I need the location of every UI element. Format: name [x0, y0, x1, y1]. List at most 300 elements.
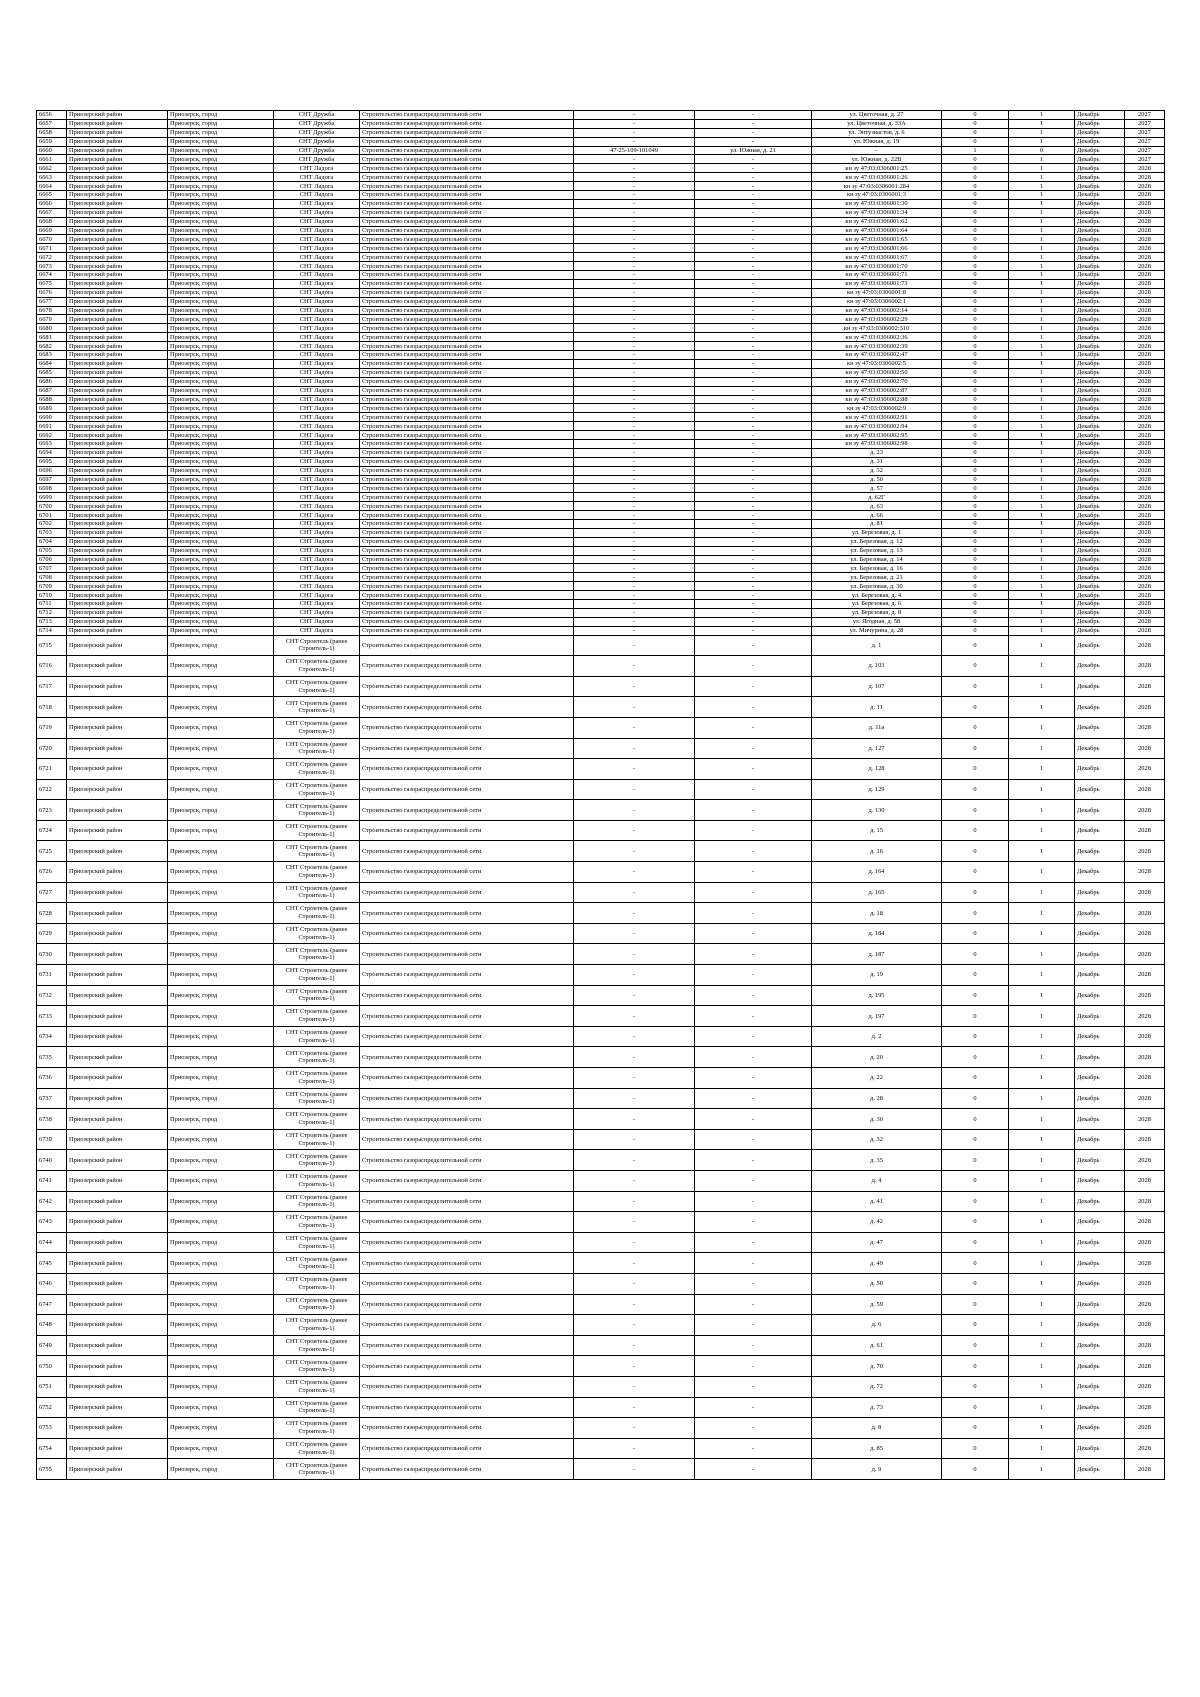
count-a-cell: 0	[942, 279, 1009, 288]
year-cell: 2028	[1125, 493, 1165, 502]
district-cell: Приозерский район	[67, 217, 168, 226]
year-cell: 2028	[1125, 1356, 1165, 1377]
month-cell: Декабрь	[1075, 395, 1125, 404]
address-cell: д. 32	[812, 1129, 942, 1150]
cadastral-address-cell: -	[695, 191, 812, 200]
cadastral-number-cell: -	[574, 617, 695, 626]
cadastral-number-cell: -	[574, 164, 695, 173]
snt-cell: СНТ Строитель (ранее Строитель-1)	[274, 1356, 360, 1377]
year-cell: 2028	[1125, 1047, 1165, 1068]
district-cell: Приозерский район	[67, 333, 168, 342]
snt-cell: СНТ Ладога	[274, 439, 360, 448]
year-cell: 2028	[1125, 1438, 1165, 1459]
address-cell: д. 165	[812, 882, 942, 903]
row-number-cell: 6686	[37, 377, 67, 386]
snt-cell: СНТ Ладога	[274, 386, 360, 395]
year-cell: 2028	[1125, 1418, 1165, 1439]
row-number-cell: 6671	[37, 244, 67, 253]
address-cell: д. 31	[812, 457, 942, 466]
month-cell: Декабрь	[1075, 1150, 1125, 1171]
count-a-cell: 0	[942, 985, 1009, 1006]
year-cell: 2027	[1125, 111, 1165, 120]
district-cell: Приозерский район	[67, 626, 168, 635]
month-cell: Декабрь	[1075, 253, 1125, 262]
work-type-cell: Строительство газораспределительной сети	[360, 1109, 574, 1130]
count-b-cell: 1	[1009, 882, 1075, 903]
work-type-cell: Строительство газораспределительной сети	[360, 493, 574, 502]
snt-cell: СНТ Строитель (ранее Строитель-1)	[274, 759, 360, 780]
snt-cell: СНТ Строитель (ранее Строитель-1)	[274, 1129, 360, 1150]
work-type-cell: Строительство газораспределительной сети	[360, 457, 574, 466]
month-cell: Декабрь	[1075, 965, 1125, 986]
snt-cell: СНТ Дружба	[274, 111, 360, 120]
work-type-cell: Строительство газораспределительной сети	[360, 386, 574, 395]
snt-cell: СНТ Строитель (ранее Строитель-1)	[274, 1253, 360, 1274]
table-row	[37, 923, 1165, 944]
settlement-cell: Приозерск, город	[168, 511, 274, 520]
work-type-cell: Строительство газораспределительной сети	[360, 404, 574, 413]
year-cell: 2028	[1125, 608, 1165, 617]
snt-cell: СНТ Строитель (ранее Строитель-1)	[274, 923, 360, 944]
cadastral-address-cell: -	[695, 422, 812, 431]
year-cell: 2028	[1125, 779, 1165, 800]
settlement-cell: Приозерск, город	[168, 591, 274, 600]
address-cell: д. 49	[812, 1253, 942, 1274]
month-cell: Декабрь	[1075, 191, 1125, 200]
snt-cell: СНТ Ладога	[274, 395, 360, 404]
snt-cell: СНТ Дружба	[274, 146, 360, 155]
district-cell: Приозерский район	[67, 1418, 168, 1439]
address-cell: -	[812, 146, 942, 155]
address-cell: ул. Мичурина, д. 28	[812, 626, 942, 635]
table-row	[37, 546, 1165, 555]
address-cell: ул. Березовая, д. 14	[812, 555, 942, 564]
address-cell: ул. Энтузиастов, д. 6	[812, 128, 942, 137]
table-row	[37, 324, 1165, 333]
district-cell: Приозерский район	[67, 164, 168, 173]
work-type-cell: Строительство газораспределительной сети	[360, 324, 574, 333]
count-a-cell: 0	[942, 253, 1009, 262]
count-a-cell: 0	[942, 386, 1009, 395]
table-row	[37, 582, 1165, 591]
cadastral-number-cell: -	[574, 923, 695, 944]
work-type-cell: Строительство газораспределительной сети	[360, 923, 574, 944]
row-number-cell: 6703	[37, 528, 67, 537]
year-cell: 2028	[1125, 431, 1165, 440]
year-cell: 2028	[1125, 635, 1165, 656]
year-cell: 2028	[1125, 591, 1165, 600]
table-row	[37, 191, 1165, 200]
month-cell: Декабрь	[1075, 717, 1125, 738]
count-a-cell: 0	[942, 235, 1009, 244]
count-b-cell: 1	[1009, 528, 1075, 537]
year-cell: 2028	[1125, 537, 1165, 546]
table-row	[37, 759, 1165, 780]
work-type-cell: Строительство газораспределительной сети	[360, 841, 574, 862]
count-b-cell: 1	[1009, 128, 1075, 137]
settlement-cell: Приозерск, город	[168, 599, 274, 608]
row-number-cell: 6720	[37, 738, 67, 759]
address-cell: ул. Березовая, д. 21	[812, 573, 942, 582]
gasification-schedule-table	[36, 110, 1165, 1480]
cadastral-address-cell: -	[695, 235, 812, 244]
cadastral-number-cell: -	[574, 1315, 695, 1336]
table-row	[37, 137, 1165, 146]
count-a-cell: 0	[942, 1109, 1009, 1130]
month-cell: Декабрь	[1075, 1047, 1125, 1068]
snt-cell: СНТ Ладога	[274, 191, 360, 200]
cadastral-number-cell: -	[574, 779, 695, 800]
year-cell: 2028	[1125, 582, 1165, 591]
count-a-cell: 0	[942, 111, 1009, 120]
address-cell: кн зу 47:03:0306002:5	[812, 359, 942, 368]
count-a-cell: 0	[942, 965, 1009, 986]
cadastral-number-cell: -	[574, 262, 695, 271]
work-type-cell: Строительство газораспределительной сети	[360, 191, 574, 200]
cadastral-number-cell: -	[574, 137, 695, 146]
district-cell: Приозерский район	[67, 676, 168, 697]
year-cell: 2028	[1125, 717, 1165, 738]
work-type-cell: Строительство газораспределительной сети	[360, 1273, 574, 1294]
district-cell: Приозерский район	[67, 1273, 168, 1294]
address-cell: д. 2	[812, 1026, 942, 1047]
table-row	[37, 1068, 1165, 1089]
district-cell: Приозерский район	[67, 862, 168, 883]
count-b-cell: 1	[1009, 1129, 1075, 1150]
snt-cell: СНТ Строитель (ранее Строитель-1)	[274, 1047, 360, 1068]
snt-cell: СНТ Ладога	[274, 333, 360, 342]
table-row	[37, 1294, 1165, 1315]
district-cell: Приозерский район	[67, 395, 168, 404]
snt-cell: СНТ Строитель (ранее Строитель-1)	[274, 944, 360, 965]
month-cell: Декабрь	[1075, 164, 1125, 173]
address-cell: д. 107	[812, 676, 942, 697]
settlement-cell: Приозерск, город	[168, 1212, 274, 1233]
count-b-cell: 1	[1009, 599, 1075, 608]
district-cell: Приозерский район	[67, 119, 168, 128]
work-type-cell: Строительство газораспределительной сети	[360, 377, 574, 386]
address-cell: кн зу 47:03:0306002:47	[812, 351, 942, 360]
work-type-cell: Строительство газораспределительной сети	[360, 128, 574, 137]
cadastral-number-cell: -	[574, 448, 695, 457]
month-cell: Декабрь	[1075, 351, 1125, 360]
cadastral-address-cell: -	[695, 279, 812, 288]
table-row	[37, 800, 1165, 821]
count-b-cell: 1	[1009, 759, 1075, 780]
row-number-cell: 6723	[37, 800, 67, 821]
row-number-cell: 6694	[37, 448, 67, 457]
address-cell: кн зу 47:03:0306001:65	[812, 235, 942, 244]
address-cell: кн зу 47:03:0306001:73	[812, 279, 942, 288]
district-cell: Приозерский район	[67, 235, 168, 244]
district-cell: Приозерский район	[67, 271, 168, 280]
year-cell: 2028	[1125, 903, 1165, 924]
year-cell: 2028	[1125, 368, 1165, 377]
row-number-cell: 6714	[37, 626, 67, 635]
row-number-cell: 6724	[37, 820, 67, 841]
month-cell: Декабрь	[1075, 457, 1125, 466]
cadastral-address-cell: -	[695, 351, 812, 360]
cadastral-number-cell: -	[574, 199, 695, 208]
year-cell: 2028	[1125, 413, 1165, 422]
year-cell: 2028	[1125, 422, 1165, 431]
count-a-cell: 0	[942, 155, 1009, 164]
count-b-cell: 1	[1009, 324, 1075, 333]
district-cell: Приозерский район	[67, 262, 168, 271]
table-row	[37, 841, 1165, 862]
district-cell: Приозерский район	[67, 519, 168, 528]
cadastral-address-cell: -	[695, 199, 812, 208]
count-a-cell: 0	[942, 759, 1009, 780]
count-a-cell: 0	[942, 923, 1009, 944]
year-cell: 2028	[1125, 377, 1165, 386]
count-b-cell: 1	[1009, 315, 1075, 324]
count-a-cell: 0	[942, 800, 1009, 821]
count-a-cell: 0	[942, 1232, 1009, 1253]
month-cell: Декабрь	[1075, 1356, 1125, 1377]
work-type-cell: Строительство газораспределительной сети	[360, 965, 574, 986]
count-a-cell: 0	[942, 738, 1009, 759]
cadastral-number-cell: -	[574, 1212, 695, 1233]
settlement-cell: Приозерск, город	[168, 944, 274, 965]
row-number-cell: 6661	[37, 155, 67, 164]
cadastral-address-cell: -	[695, 635, 812, 656]
count-a-cell: 0	[942, 1212, 1009, 1233]
cadastral-number-cell: -	[574, 599, 695, 608]
row-number-cell: 6715	[37, 635, 67, 656]
month-cell: Декабрь	[1075, 862, 1125, 883]
count-a-cell: 0	[942, 944, 1009, 965]
month-cell: Декабрь	[1075, 738, 1125, 759]
cadastral-address-cell: -	[695, 448, 812, 457]
count-b-cell: 1	[1009, 1150, 1075, 1171]
table-row	[37, 315, 1165, 324]
count-b-cell: 1	[1009, 1170, 1075, 1191]
district-cell: Приозерский район	[67, 191, 168, 200]
count-b-cell: 1	[1009, 697, 1075, 718]
snt-cell: СНТ Ладога	[274, 617, 360, 626]
count-b-cell: 1	[1009, 1294, 1075, 1315]
count-a-cell: 0	[942, 1418, 1009, 1439]
cadastral-number-cell: -	[574, 1026, 695, 1047]
district-cell: Приозерский район	[67, 253, 168, 262]
work-type-cell: Строительство газораспределительной сети	[360, 137, 574, 146]
snt-cell: СНТ Строитель (ранее Строитель-1)	[274, 1212, 360, 1233]
work-type-cell: Строительство газораспределительной сети	[360, 1191, 574, 1212]
district-cell: Приозерский район	[67, 1438, 168, 1459]
work-type-cell: Строительство газораспределительной сети	[360, 882, 574, 903]
table-row	[37, 288, 1165, 297]
cadastral-address-cell: -	[695, 528, 812, 537]
cadastral-address-cell: -	[695, 306, 812, 315]
year-cell: 2028	[1125, 315, 1165, 324]
snt-cell: СНТ Ладога	[274, 306, 360, 315]
table-row	[37, 697, 1165, 718]
work-type-cell: Строительство газораспределительной сети	[360, 244, 574, 253]
district-cell: Приозерский район	[67, 903, 168, 924]
snt-cell: СНТ Ладога	[274, 182, 360, 191]
snt-cell: СНТ Ладога	[274, 235, 360, 244]
row-number-cell: 6673	[37, 262, 67, 271]
work-type-cell: Строительство газораспределительной сети	[360, 413, 574, 422]
cadastral-number-cell: -	[574, 182, 695, 191]
count-b-cell: 1	[1009, 493, 1075, 502]
year-cell: 2027	[1125, 128, 1165, 137]
work-type-cell: Строительство газораспределительной сети	[360, 1356, 574, 1377]
address-cell: д. 30	[812, 1109, 942, 1130]
year-cell: 2028	[1125, 288, 1165, 297]
snt-cell: СНТ Ладога	[274, 368, 360, 377]
address-cell: ул. Березовая, д. 30	[812, 582, 942, 591]
table-row	[37, 519, 1165, 528]
count-a-cell: 0	[942, 779, 1009, 800]
table-row	[37, 1170, 1165, 1191]
cadastral-address-cell: -	[695, 779, 812, 800]
year-cell: 2028	[1125, 800, 1165, 821]
month-cell: Декабрь	[1075, 676, 1125, 697]
cadastral-address-cell: -	[695, 324, 812, 333]
district-cell: Приозерский район	[67, 537, 168, 546]
row-number-cell: 6679	[37, 315, 67, 324]
count-b-cell: 1	[1009, 466, 1075, 475]
count-b-cell: 1	[1009, 676, 1075, 697]
address-cell: кн зу 47:03:0306002:95	[812, 431, 942, 440]
snt-cell: СНТ Строитель (ранее Строитель-1)	[274, 1150, 360, 1171]
row-number-cell: 6666	[37, 199, 67, 208]
table-row	[37, 342, 1165, 351]
address-cell: д. 42	[812, 1212, 942, 1233]
cadastral-number-cell: -	[574, 635, 695, 656]
settlement-cell: Приозерск, город	[168, 333, 274, 342]
work-type-cell: Строительство газораспределительной сети	[360, 608, 574, 617]
cadastral-address-cell: -	[695, 395, 812, 404]
month-cell: Декабрь	[1075, 511, 1125, 520]
cadastral-number-cell: -	[574, 244, 695, 253]
cadastral-number-cell: -	[574, 119, 695, 128]
cadastral-address-cell: -	[695, 1129, 812, 1150]
work-type-cell: Строительство газораспределительной сети	[360, 626, 574, 635]
address-cell: д. 59	[812, 1294, 942, 1315]
table-row	[37, 903, 1165, 924]
address-cell: ул. Южная, д. 19	[812, 137, 942, 146]
count-b-cell: 1	[1009, 546, 1075, 555]
cadastral-address-cell: -	[695, 1376, 812, 1397]
count-b-cell: 1	[1009, 475, 1075, 484]
cadastral-address-cell: -	[695, 297, 812, 306]
district-cell: Приозерский район	[67, 564, 168, 573]
count-a-cell: 0	[942, 882, 1009, 903]
year-cell: 2028	[1125, 546, 1165, 555]
count-a-cell: 0	[942, 555, 1009, 564]
cadastral-number-cell: -	[574, 1191, 695, 1212]
snt-cell: СНТ Ладога	[274, 208, 360, 217]
cadastral-number-cell: -	[574, 155, 695, 164]
work-type-cell: Строительство газораспределительной сети	[360, 182, 574, 191]
cadastral-address-cell: -	[695, 1232, 812, 1253]
count-b-cell: 1	[1009, 1418, 1075, 1439]
settlement-cell: Приозерск, город	[168, 923, 274, 944]
snt-cell: СНТ Строитель (ранее Строитель-1)	[274, 779, 360, 800]
table-row	[37, 1273, 1165, 1294]
row-number-cell: 6658	[37, 128, 67, 137]
address-cell: кн зу 47:03:0306001:66	[812, 244, 942, 253]
address-cell: кн зу 47:03:0306002:50	[812, 368, 942, 377]
year-cell: 2028	[1125, 164, 1165, 173]
cadastral-address-cell: -	[695, 903, 812, 924]
month-cell: Декабрь	[1075, 635, 1125, 656]
count-a-cell: 0	[942, 676, 1009, 697]
year-cell: 2028	[1125, 841, 1165, 862]
cadastral-address-cell: -	[695, 1047, 812, 1068]
table-row	[37, 173, 1165, 182]
row-number-cell: 6731	[37, 965, 67, 986]
address-cell: кн зу 47:03:0306002:36	[812, 333, 942, 342]
count-b-cell: 1	[1009, 182, 1075, 191]
settlement-cell: Приозерск, город	[168, 1418, 274, 1439]
row-number-cell: 6691	[37, 422, 67, 431]
month-cell: Декабрь	[1075, 155, 1125, 164]
work-type-cell: Строительство газораспределительной сети	[360, 1438, 574, 1459]
address-cell: кн зу 47:03:0306002:9	[812, 404, 942, 413]
settlement-cell: Приозерск, город	[168, 626, 274, 635]
count-b-cell: 1	[1009, 404, 1075, 413]
count-b-cell: 0	[1009, 146, 1075, 155]
settlement-cell: Приозерск, город	[168, 519, 274, 528]
row-number-cell: 6706	[37, 555, 67, 564]
table-row	[37, 279, 1165, 288]
address-cell: ул. Цветочная, д. 27	[812, 111, 942, 120]
snt-cell: СНТ Ладога	[274, 315, 360, 324]
year-cell: 2028	[1125, 697, 1165, 718]
district-cell: Приозерский район	[67, 923, 168, 944]
count-b-cell: 1	[1009, 155, 1075, 164]
work-type-cell: Строительство газораспределительной сети	[360, 431, 574, 440]
count-a-cell: 0	[942, 271, 1009, 280]
address-cell: д. 63	[812, 502, 942, 511]
month-cell: Декабрь	[1075, 182, 1125, 191]
settlement-cell: Приозерск, город	[168, 395, 274, 404]
work-type-cell: Строительство газораспределительной сети	[360, 342, 574, 351]
settlement-cell: Приозерск, город	[168, 1047, 274, 1068]
work-type-cell: Строительство газораспределительной сети	[360, 422, 574, 431]
snt-cell: СНТ Строитель (ранее Строитель-1)	[274, 841, 360, 862]
snt-cell: СНТ Строитель (ранее Строитель-1)	[274, 1006, 360, 1027]
count-a-cell: 0	[942, 137, 1009, 146]
work-type-cell: Строительство газораспределительной сети	[360, 1397, 574, 1418]
work-type-cell: Строительство газораспределительной сети	[360, 519, 574, 528]
count-a-cell: 0	[942, 377, 1009, 386]
cadastral-address-cell: -	[695, 226, 812, 235]
district-cell: Приозерский район	[67, 511, 168, 520]
address-cell: д. 81	[812, 519, 942, 528]
table-row	[37, 882, 1165, 903]
district-cell: Приозерский район	[67, 182, 168, 191]
cadastral-address-cell: -	[695, 1150, 812, 1171]
district-cell: Приозерский район	[67, 555, 168, 564]
table-row	[37, 182, 1165, 191]
snt-cell: СНТ Строитель (ранее Строитель-1)	[274, 1170, 360, 1191]
address-cell: д. 197	[812, 1006, 942, 1027]
address-cell: кн зу 47:03:0306001:70	[812, 262, 942, 271]
count-b-cell: 1	[1009, 431, 1075, 440]
snt-cell: СНТ Ладога	[274, 351, 360, 360]
count-a-cell: 0	[942, 262, 1009, 271]
district-cell: Приозерский район	[67, 1129, 168, 1150]
table-row	[37, 164, 1165, 173]
row-number-cell: 6657	[37, 119, 67, 128]
month-cell: Декабрь	[1075, 841, 1125, 862]
work-type-cell: Строительство газораспределительной сети	[360, 1047, 574, 1068]
